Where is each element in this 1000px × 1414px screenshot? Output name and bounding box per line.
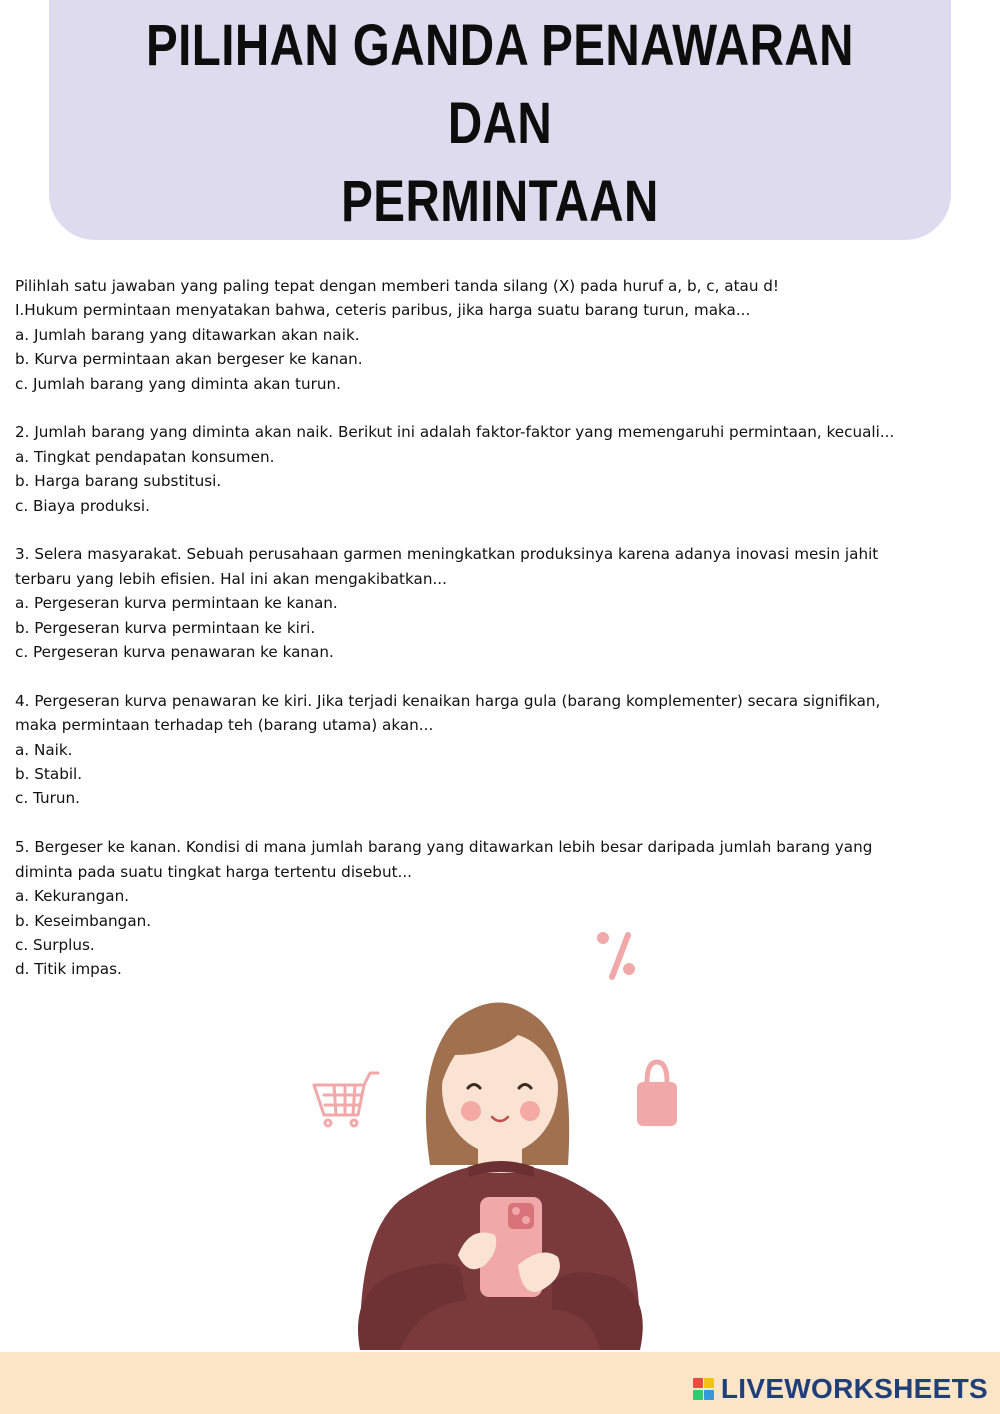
answer-option-c[interactable]: c. Jumlah barang yang diminta akan turun. xyxy=(15,374,341,393)
woman-figure xyxy=(358,1003,643,1351)
question-text: 5. Bergeser ke kanan. Kondisi di mana jumlah barang yang ditawarkan lebih besar daripada jumlah barang yang xyxy=(15,838,873,857)
answer-option-b[interactable]: b. Keseimbangan. xyxy=(15,911,152,930)
answer-option-b[interactable]: b. Kurva permintaan akan bergeser ke kanan. xyxy=(15,350,363,369)
liveworksheets-logo-icon xyxy=(693,1378,715,1400)
question-text-cont: terbaru yang lebih efisien. Hal ini akan mengakibatkan... xyxy=(15,569,447,588)
question-text-cont: maka permintaan terhadap teh (barang utama) akan... xyxy=(15,716,434,735)
shopping-bag-icon xyxy=(637,1062,677,1126)
question-text: 4. Pergeseran kurva penawaran ke kiri. Jika terjadi kenaikan harga gula (barang komplementer) secara signifikan, xyxy=(15,691,881,710)
brand-name: LIVEWORKSHEETS xyxy=(720,1373,988,1404)
answer-option-b[interactable]: b. Stabil. xyxy=(15,765,83,784)
question-1 xyxy=(15,298,985,396)
title-line-1: PILIHAN GANDA PENAWARAN DAN xyxy=(146,13,854,156)
question-4 xyxy=(15,689,985,811)
answer-option-a[interactable]: a. Jumlah barang yang ditawarkan akan naik. xyxy=(15,325,360,344)
instruction-text: Pilihlah satu jawaban yang paling tepat dengan memberi tanda silang (X) pada huruf a, b, c, atau d! xyxy=(15,277,780,295)
answer-option-c[interactable]: c. Turun. xyxy=(15,789,80,808)
question-text-cont: diminta pada suatu tingkat harga tertentu disebut... xyxy=(15,862,413,881)
percent-icon xyxy=(597,932,635,977)
answer-option-c[interactable]: c. Biaya produksi. xyxy=(15,496,150,515)
question-text: 2. Jumlah barang yang diminta akan naik. Berikut ini adalah faktor-faktor yang memengaruhi permintaan, kecuali... xyxy=(15,423,895,442)
answer-option-c[interactable]: c. Pergeseran kurva penawaran ke kanan. xyxy=(15,643,334,662)
shopping-woman-illustration xyxy=(290,905,710,1355)
answer-option-a[interactable]: a. Kekurangan. xyxy=(15,887,130,906)
answer-option-c[interactable]: c. Surplus. xyxy=(15,935,95,954)
question-text: I.Hukum permintaan menyatakan bahwa, ceteris paribus, jika harga suatu barang turun, maka... xyxy=(15,301,751,320)
question-3 xyxy=(15,542,985,664)
answer-option-d[interactable]: d. Titik impas. xyxy=(15,960,122,979)
answer-option-a[interactable]: a. Pergeseran kurva permintaan ke kanan. xyxy=(15,594,338,613)
liveworksheets-brand[interactable] xyxy=(693,1372,988,1406)
answer-option-a[interactable]: a. Naik. xyxy=(15,740,73,759)
page-title xyxy=(130,7,870,241)
answer-option-b[interactable]: b. Pergeseran kurva permintaan ke kiri. xyxy=(15,618,316,637)
worksheet-content xyxy=(15,274,985,982)
header-banner xyxy=(49,0,951,240)
answer-option-b[interactable]: b. Harga barang substitusi. xyxy=(15,472,222,491)
question-2 xyxy=(15,420,985,518)
shopping-cart-icon xyxy=(314,1073,378,1126)
title-line-2: PERMINTAAN xyxy=(341,169,659,234)
answer-option-a[interactable]: a. Tingkat pendapatan konsumen. xyxy=(15,447,275,466)
question-text: 3. Selera masyarakat. Sebuah perusahaan garmen meningkatkan produksinya karena adanya inovasi mesin jahit xyxy=(15,545,879,564)
